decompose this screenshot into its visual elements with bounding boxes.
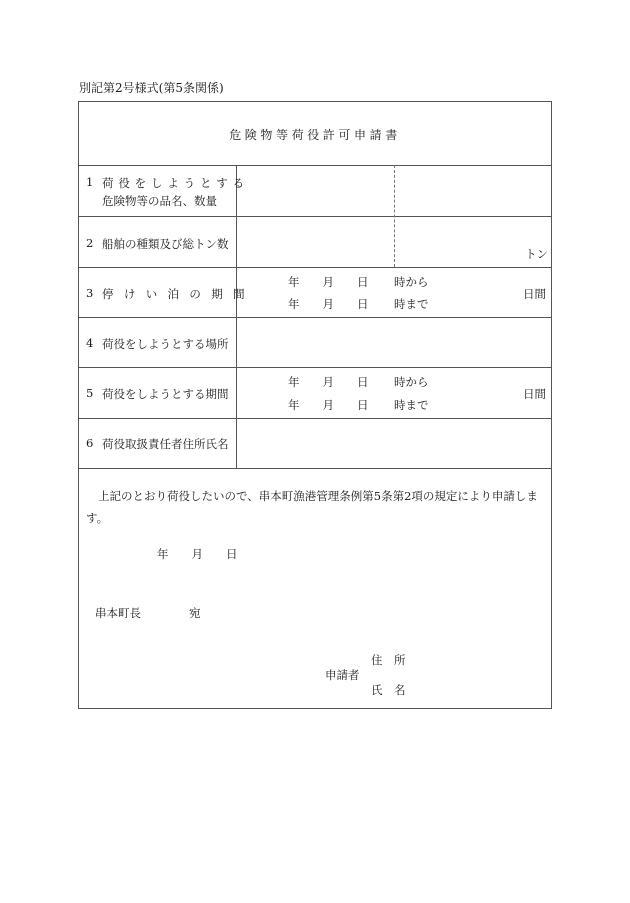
row-number: 3 (86, 286, 94, 300)
row-label: 停けい泊の期間 (102, 287, 255, 301)
application-date[interactable]: 年 月 日 (157, 547, 238, 561)
mooring-end-date[interactable]: 年 月 日 (288, 297, 369, 311)
handling-start-suffix: 時から (394, 375, 429, 389)
vessel-type-field[interactable] (238, 217, 393, 266)
row-divider (78, 468, 552, 469)
row-number: 2 (86, 236, 94, 250)
row-label: 荷役をしようとする場所 (102, 337, 229, 351)
quantity-field[interactable] (396, 166, 550, 215)
row-label: 荷役取扱責任者住所氏名 (102, 437, 229, 451)
form-label: 別記第2号様式(第5条関係) (79, 81, 224, 95)
row-number: 4 (86, 336, 94, 350)
row-number: 1 (86, 175, 94, 189)
mooring-start-date[interactable]: 年 月 日 (288, 275, 369, 289)
handling-start-date[interactable]: 年 月 日 (288, 375, 369, 389)
label-column-divider (236, 165, 237, 468)
responsible-person-field[interactable] (238, 419, 550, 467)
addressee: 串本町長 (95, 606, 141, 620)
days-unit: 日間 (523, 387, 546, 401)
applicant-label: 申請者 (325, 668, 360, 682)
handling-end-date[interactable]: 年 月 日 (288, 398, 369, 412)
mooring-start-suffix: 時から (394, 275, 429, 289)
row-number: 5 (86, 386, 94, 400)
row-divider (78, 367, 552, 368)
row-label: 荷役をしようとする (102, 176, 249, 190)
dashed-divider (394, 165, 395, 267)
tonnage-unit: トン (525, 247, 548, 261)
row-label: 危険物等の品名、数量 (102, 194, 217, 208)
row-number: 6 (86, 436, 94, 450)
statement-text: 上記のとおり荷役したいので、串本町漁港管理条例第5条第2項の規定により申請しま (98, 489, 538, 503)
row-label: 荷役をしようとする期間 (102, 387, 229, 401)
row-divider (78, 267, 552, 268)
row-label: 船舶の種類及び総トン数 (102, 237, 229, 251)
statement-text: す。 (86, 511, 109, 525)
days-unit: 日間 (523, 287, 546, 301)
substance-name-field[interactable] (238, 166, 393, 215)
form-title: 危険物等荷役許可申請書 (229, 128, 401, 142)
name-label: 氏 名 (371, 683, 406, 697)
mooring-end-suffix: 時まで (394, 297, 429, 311)
addressee-suffix: 宛 (189, 606, 201, 620)
handling-location-field[interactable] (238, 318, 550, 366)
address-label: 住 所 (371, 653, 406, 667)
handling-end-suffix: 時まで (394, 398, 429, 412)
